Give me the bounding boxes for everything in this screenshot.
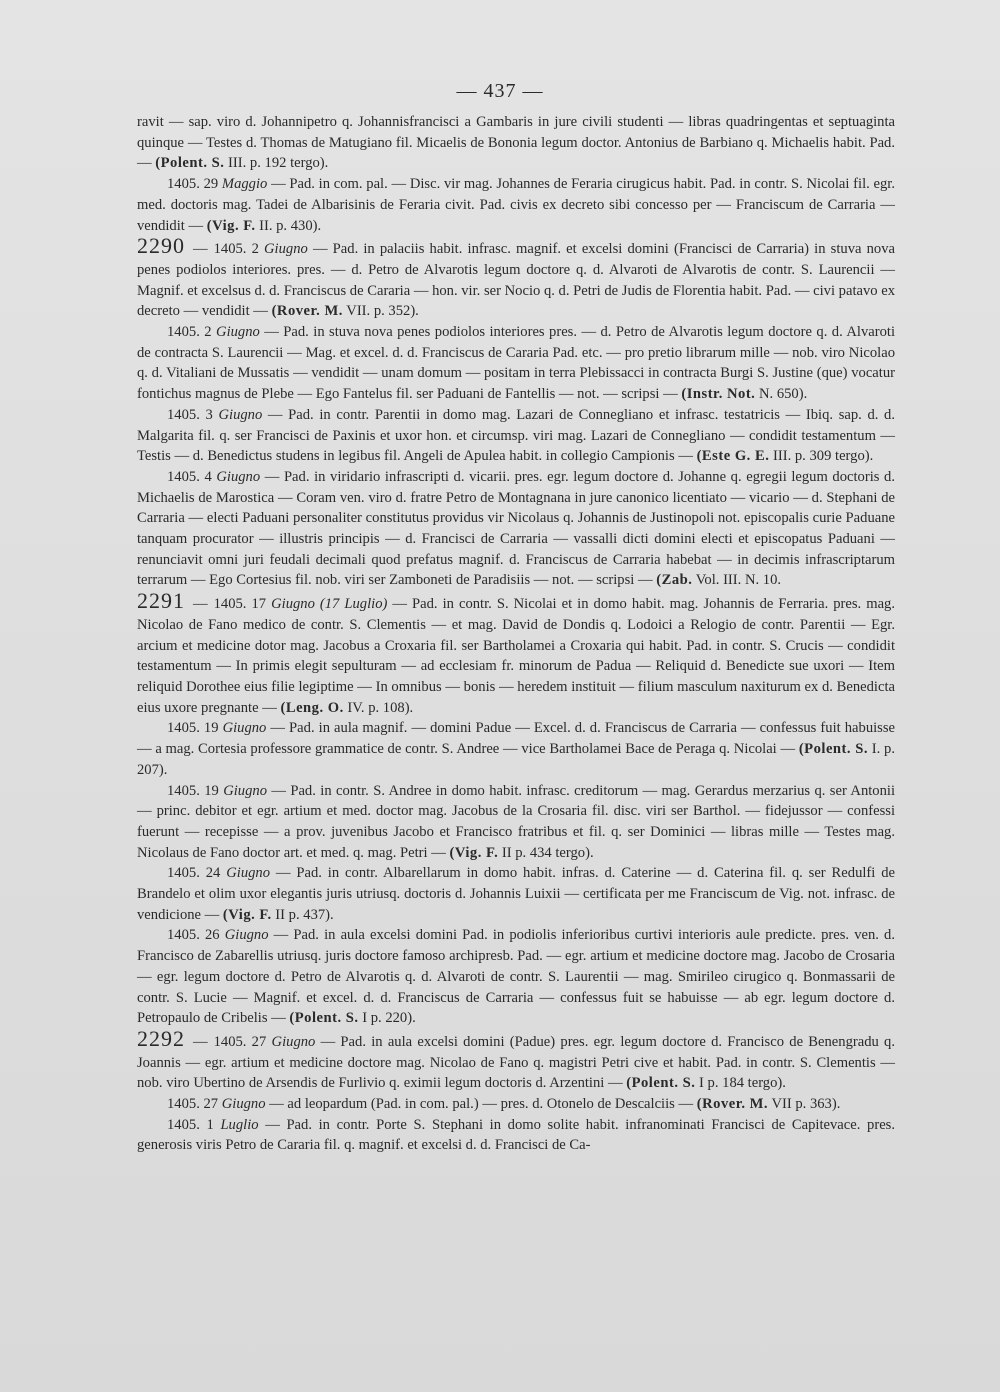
source-page: II. p. 430). [255, 217, 322, 234]
document-entry [137, 467, 895, 591]
source-page: I. p. 207). [137, 741, 895, 778]
source-page: VII. p. 352). [342, 303, 419, 320]
entry-date: 1405. 26 [167, 927, 220, 944]
entry-text: — Pad. in contr. S. Nicolai et in domo habit. mag. Johannis de Ferraria. pres. mag. Nicolao de Fano medico de contr. S. Clementis — et mag. David de Dondis q. Lodoici a Relogio de contr. Parentii — Egr. arcium et medicine dotor mag. Jacobus a Croxaria fil. ser Bartholamei a Croxaria qui habit. Pad. in contr. S. Crucis — condidit testamentum — In primis elegit sepulturam — ad ecclesiam fr. minorum de Padua — Reliquid d. Benedicte sue uxori — Item reliquid Dorothee eius filie legiptime — In omnibus — bonis — heredem instituit — filium masculum naxiturum ex d. Benedicta eius uxore pregnante — [137, 596, 896, 716]
entry-date: 1405. 4 [167, 468, 212, 485]
entry-date: 1405. 24 [167, 865, 221, 882]
document-entry [137, 112, 895, 174]
source-page: III. p. 192 tergo). [224, 155, 329, 172]
entry-month: Giugno [218, 406, 263, 423]
entry-text: — Pad. in stuva nova penes podiolos interiores pres. — d. Petro de Alvarotis legum doctore q. d. Alvaroti de contracta S. Laurencii — Mag. et excel. d. d. Franciscus de Cararia Pad. etc. — pro pretio librarum mille — nob. viro Nicolao q. d. Vitaliani de Mussatis — vendidit — unam domum — positam in terra Plebissacci in contracta Burgi S. Justine (que) vocatur fontichus magnus de Plebe — Ego Fantelus fil. ser Paduani de Fantellis — not. — scripsi — [137, 324, 896, 403]
entry-number: 2292 [137, 1025, 185, 1051]
entry-date: 1405. 2 [167, 324, 212, 341]
entry-month: Giugno [224, 927, 269, 944]
source-reference: (Polent. S. [626, 1075, 696, 1092]
entry-dash: — [193, 241, 208, 258]
entry-dash: — [193, 596, 208, 613]
entry-text: — Pad. in contr. Porte S. Stephani in domo solite habit. infranominati Francisci de Capitevace. pres. generosis viris Petro de Cararia fil. q. magnif. et excelsi d. d. Francisci de Ca- [137, 1116, 895, 1154]
entry-number: 2290 [137, 233, 185, 259]
entry-text: — Pad. in com. pal. — Disc. vir mag. Johannes de Feraria cirugicus habit. Pad. in contr. S. Nicolai fil. egr. med. doctoris mag. Tadei de Albarisinis de Feraria civit. Pad. civis ex decreto sibi concesso per — Franciscum de Carraria — vendidit — [137, 176, 895, 234]
entry-date: 1405. 27 [213, 1033, 267, 1050]
source-page: III. p. 309 tergo). [769, 448, 874, 465]
entry-date: 1405. 2 [213, 241, 259, 258]
entry-month: Giugno [221, 1096, 266, 1113]
source-reference: (Rover. M. [696, 1096, 769, 1113]
document-entry [137, 925, 895, 1029]
source-reference: (Polent. S. [798, 741, 869, 758]
entry-date: 1405. 27 [167, 1096, 219, 1113]
numbered-entry [137, 1025, 896, 1094]
document-entry [137, 863, 895, 925]
entry-number: 2291 [137, 588, 185, 614]
entry-month: Giugno [216, 324, 260, 341]
source-page: VII p. 363). [768, 1096, 841, 1113]
source-page: I p. 184 tergo). [695, 1075, 786, 1092]
document-entry [137, 174, 895, 236]
source-page: II p. 437). [271, 906, 334, 923]
entry-text: — Pad. in aula excelsi domini (Padue) pres. egr. legum doctore d. Francisco de Benengradu q. Joannis — egr. artium et medicine doctore mag. Nicolao de Fano q. magistri Petri cive et habit. Pad. in contr. S. Clementis — nob. viro Ubertino de Arsendis de Furlivio q. eximii legum doctoris d. Arzentini — [137, 1033, 896, 1092]
entry-date: 1405. 1 [167, 1116, 214, 1133]
entry-dash: — [193, 1033, 208, 1050]
entry-month: Giugno [222, 720, 267, 737]
document-entry [137, 322, 895, 405]
numbered-entry [137, 588, 896, 718]
source-reference: (Vig. F. [206, 217, 256, 234]
page-number: — 437 — [456, 80, 544, 102]
source-reference: (Polent. S. [289, 1010, 359, 1027]
source-page: IV. p. 108). [343, 699, 414, 716]
entry-date: 1405. 17 [213, 596, 267, 613]
numbered-entry [137, 233, 895, 322]
entry-text: — Pad. in aula magnif. — domini Padue — Excel. d. d. Franciscus de Carraria — confessus fuit habuisse — a mag. Cortesia professore grammatice de contr. S. Andree — vice Bartholamei Bace de Peraga q. Nicolai — [137, 720, 896, 758]
source-page: II p. 434 tergo). [498, 844, 594, 861]
entry-date: 1405. 3 [167, 406, 213, 423]
source-reference: (Vig. F. [222, 906, 272, 923]
source-reference: (Rover. M. [271, 303, 343, 320]
source-reference: (Leng. O. [280, 699, 344, 716]
entry-date: 1405. 19 [167, 720, 219, 737]
entry-month: Giugno [264, 241, 308, 258]
source-page: I p. 220). [358, 1010, 416, 1027]
document-entry [137, 405, 895, 467]
source-reference: (Vig. F. [449, 844, 499, 861]
entry-month: Maggio [221, 176, 268, 193]
entry-text: — ad leopardum (Pad. in com. pal.) — pres. d. Otonelo de Descalciis — [265, 1096, 697, 1113]
source-reference: (Este G. E. [696, 448, 770, 465]
source-page: Vol. III. N. 10. [692, 572, 782, 589]
entry-text: — Pad. in contr. S. Andree in domo habit. infrasc. creditorum — mag. Gerardus merzarius q. ser Antonii — princ. debitor et egr. artium et med. doctor mag. Jacobus de la Crosaria fil. disc. viri ser Barthol. — fidejussor — confessi fuerunt — recepisse — a prov. juvenibus Jacobo et Francisco fratribus et fil. q. ser Dominici — libras mille — Testes mag. Nicolaus de Fano doctor art. et med. q. mag. Petri — [137, 782, 895, 861]
entry-date: 1405. 19 [167, 782, 219, 799]
entry-month: Giugno [216, 468, 261, 485]
source-reference: (Polent. S. [155, 155, 225, 172]
entry-month: Giugno [223, 782, 267, 799]
document-entry [137, 1115, 895, 1156]
entry-text: — Pad. in viridario infrascripti d. vicarii. pres. egr. legum doctore d. Johanne q. egregii legum doctoris d. Michaelis de Marostica — Coram ven. viro d. fratre Petro de Montagnana in jure canonico licentiato — vicario — d. Stephani de Carraria — electi Paduani personaliter constitutus providus vir Nicolaus q. Johannis de Justinopoli not. episcopalis curie Paduane tanquam procurator — illustris principis — d. Francisci de Carraria — vassalli dicti domini electi et episcopatus Paduani — renunciavit omni juri feudali decimali quod prefatus magnif. d. Franciscus de Carraria habebat — in decimis infrascriptarum terrarum — Ego Cortesius fil. nob. viri ser Zamboneti de Paradisiis — not. — scripsi — [137, 468, 896, 589]
source-page: N. 650). [755, 386, 808, 403]
document-body [137, 112, 895, 1156]
document-entry [137, 1094, 895, 1115]
source-reference: (Zab. [656, 572, 693, 589]
entry-text: — Pad. in palaciis habit. infrasc. magnif. et excelsi domini (Francisci de Carraria) in stuva nova penes podiolos interiores. pres. — d. Petro de Alvarotis legum doctore q. d. Alvaroti de Alvarotis de contr. S. Laurencii — Magnif. et excelsus d. d. Franciscus de Cararia — hon. vir. ser Nocio q. d. Petri de Judis de Florentia habit. Pad. — civi patavo ex decreto — vendidit — [137, 241, 895, 320]
entry-month: Giugno [226, 865, 270, 882]
source-reference: (Instr. Not. [681, 386, 756, 403]
document-entry [137, 781, 895, 864]
entry-month: Giugno [271, 1033, 316, 1050]
entry-text: — Pad. in aula excelsi domini Pad. in podiolis inferioribus curtivi interioris aule predicte. pres. ven. d. Francisco de Zabarellis utriusq. juris doctore famoso archipresb. Pad. — egr. artium et medicine doctore mag. Jacobo de Crosaria — egr. legum doctore d. Petro de Alvarotis q. d. Alvaroti de contr. S. Laurentii — mag. Smirileo cirugico q. Bonmassarii de contr. S. Lucie — Magnif. et excel. d. d. Franciscus de Carraria — confessus fuit se habuisse — ab egr. legum doctore d. Petropaulo de Cribelis — [137, 927, 895, 1027]
entry-month: Luglio [220, 1116, 259, 1133]
entry-text: — Pad. in contr. Parentii in domo mag. Lazari de Connegliano et infrasc. testatricis — Ibiq. sap. d. d. Malgarita fil. q. ser Francisci de Paxinis et uxor hon. et circumsp. viri mag. Lazari de Connegliano — condidit testamentum — Testis — d. Benedictus studens in legibus fil. Angeli de Apulea habit. in collegio Campionis — [137, 406, 896, 465]
entry-text: ravit — sap. viro d. Johannipetro q. Johannisfrancisci a Gambaris in jure civili studenti — libras quadringentas et septuaginta quinque — Testes d. Thomas de Matugiano fil. Micaelis de Bononia legum doctor. Antonius de Barbiano q. Michaelis habit. Pad. — [137, 114, 895, 172]
entry-month: Giugno (17 Luglio) [271, 596, 388, 613]
entry-text: — Pad. in contr. Albarellarum in domo habit. infras. d. Caterine — d. Caterina fil. q. ser Redulfi de Brandelo et olim uxor elegantis juris utriusq. doctoris d. Johannis Luixii — certificata per me Franciscum de Vig. not. infrasc. de vendicione — [137, 865, 895, 923]
entry-date: 1405. 29 [167, 176, 219, 193]
document-entry [137, 718, 895, 780]
